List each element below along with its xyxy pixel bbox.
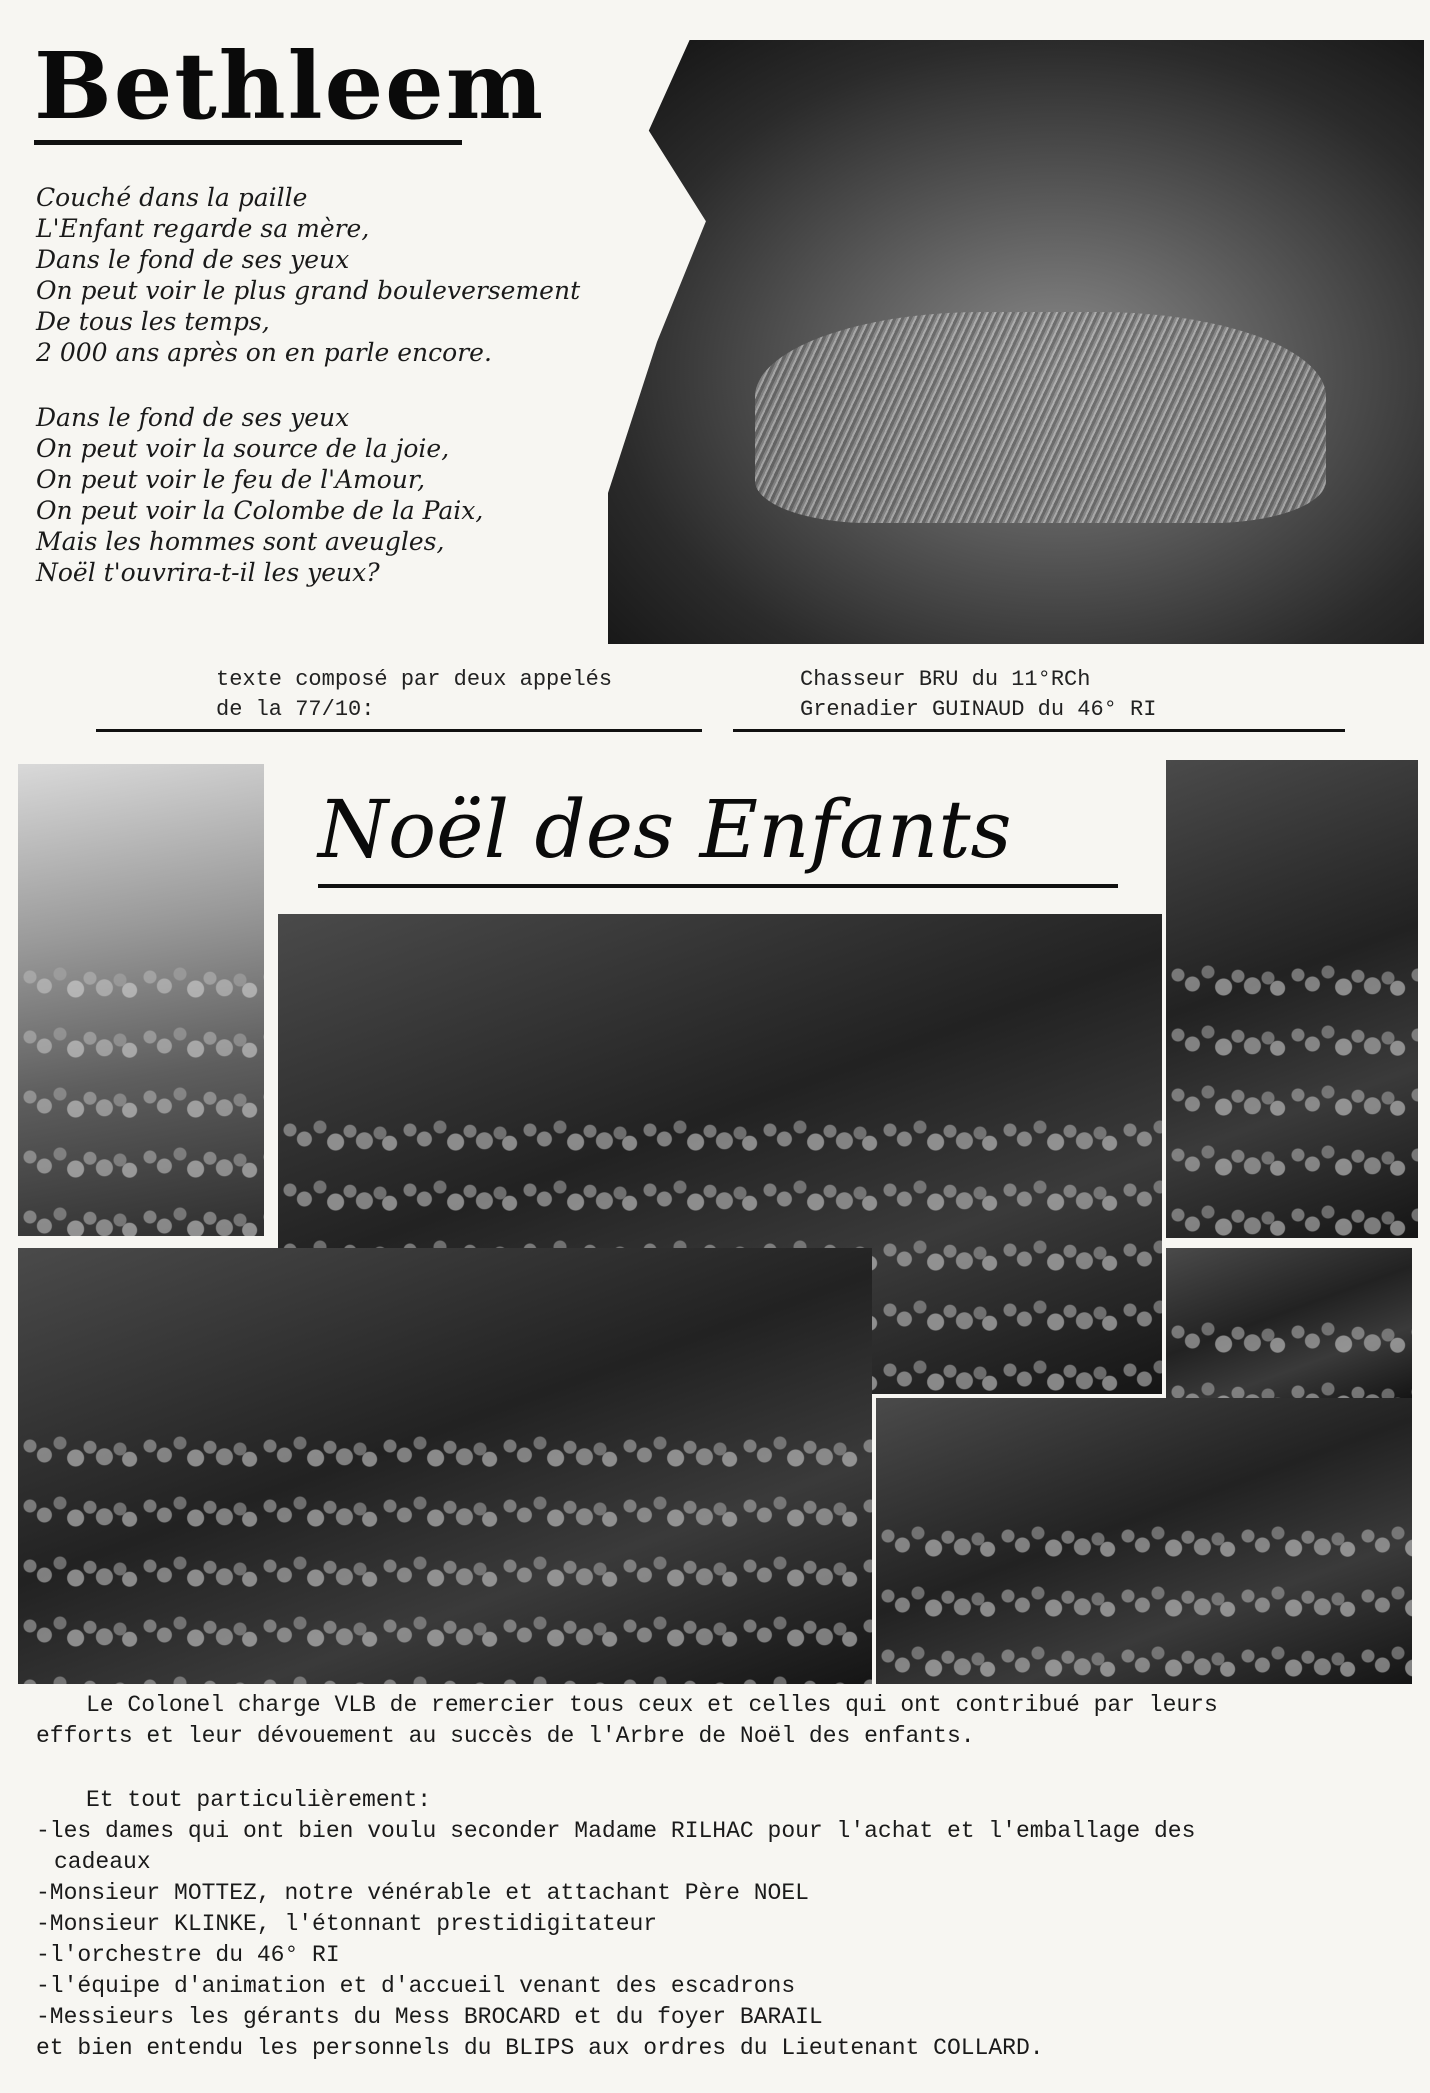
thanks-paragraph [36,1690,1218,1752]
thanks-line: Le Colonel charge VLB de remercier tous ceux et celles qui ont contribué par leurs [86,1692,1218,1718]
list-item: -Monsieur KLINKE, l'étonnant prestidigitateur [36,1911,658,1937]
poem-line: Dans le fond de ses yeux [36,403,350,432]
list-item: -Monsieur MOTTEZ, notre vénérable et attachant Père NOEL [36,1880,809,1906]
thanks-intro: Et tout particulièrement: [86,1787,432,1813]
thanks-list [36,1816,1195,2033]
photo-hall-decorations [1166,1248,1412,1398]
photo-statue-children [18,764,264,1236]
photo-magician-show [18,1248,872,1684]
poem-line: On peut voir le plus grand bouleversement [36,276,581,305]
list-item: -les dames qui ont bien voulu seconder Madame RILHAC pour l'achat et l'emballage des [36,1818,1196,1844]
poem-line: De tous les temps, [36,307,270,336]
credit-line: de la 77/10: [216,697,375,722]
credit-line: Grenadier GUINAUD du 46° RI [800,697,1157,722]
closing-line: et bien entendu les personnels du BLIPS aux ordres du Lieutenant COLLARD. [36,2035,1044,2061]
poem-line: Dans le fond de ses yeux [36,245,350,274]
divider-rule [733,729,1345,732]
poem-line: On peut voir la Colombe de la Paix, [36,496,484,525]
poem-line: On peut voir le feu de l'Amour, [36,465,426,494]
list-item: cadeaux [54,1849,151,1875]
credit-names [800,665,1156,725]
list-item: -Messieurs les gérants du Mess BROCARD et du foyer BARAIL [36,2004,823,2030]
list-item: -l'équipe d'animation et d'accueil venant des escadrons [36,1973,796,1999]
poem-line: L'Enfant regarde sa mère, [36,214,370,243]
credit-line: texte composé par deux appelés [216,667,613,692]
credit-authors [216,665,612,725]
list-item: -l'orchestre du 46° RI [36,1942,340,1968]
title-underline [34,140,462,145]
straw-texture [755,312,1326,523]
poem-stanza-2 [36,402,483,588]
poem-stanza-1 [36,182,580,368]
poem-line: On peut voir la source de la joie, [36,434,450,463]
creche-photo [608,40,1424,644]
thanks-line: efforts et leur dévouement au succès de l'Arbre de Noël des enfants. [36,1723,975,1749]
poem-line: 2 000 ans après on en parle encore. [36,338,492,367]
noel-title: Noël des Enfants [318,783,1012,876]
title-underline [318,884,1118,888]
divider-rule [96,729,702,732]
poem-line: Couché dans la paille [36,183,308,212]
bethleem-title: Bethleem [34,32,546,140]
credit-line: Chasseur BRU du 11°RCh [800,667,1091,692]
photo-guitar-player [1166,760,1418,1238]
poem-line: Noël t'ouvrira-t-il les yeux? [36,558,380,587]
photo-santa-arrival [876,1398,1412,1684]
poem-line: Mais les hommes sont aveugles, [36,527,445,556]
